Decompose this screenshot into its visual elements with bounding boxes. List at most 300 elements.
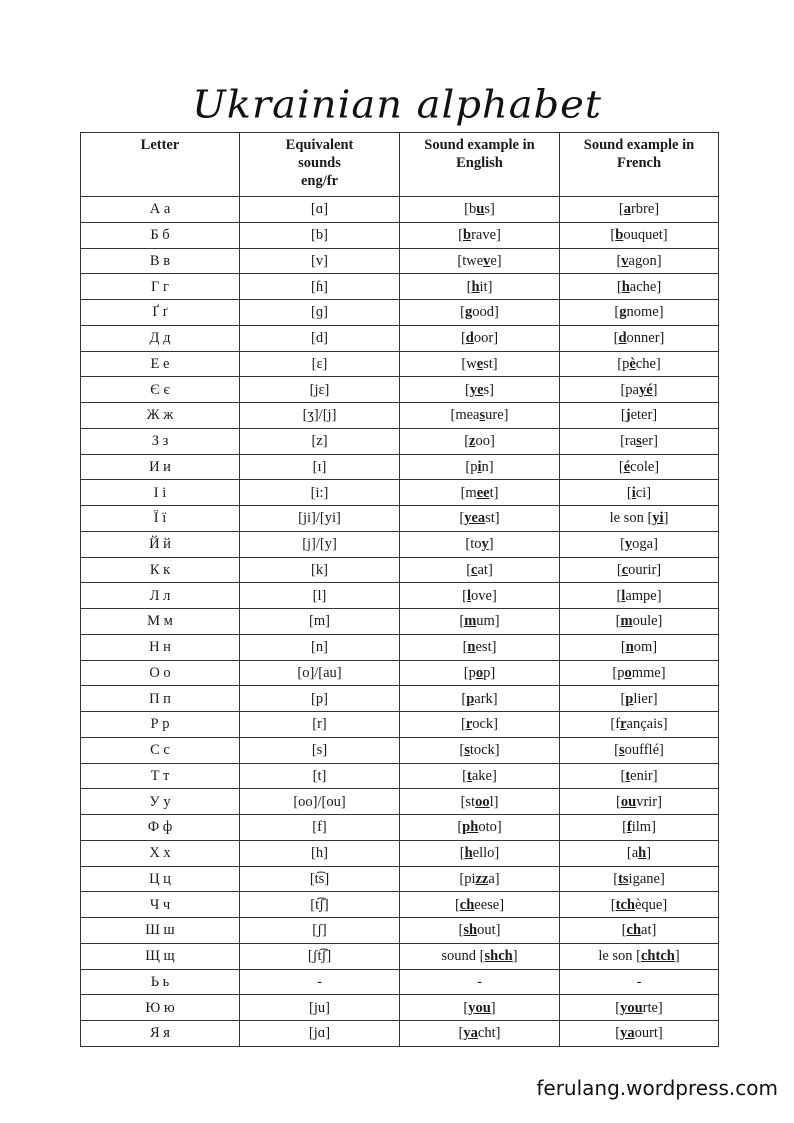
- letter-text: Ж ж: [146, 407, 174, 424]
- letter-text: Г г: [151, 278, 169, 295]
- table-row: [81, 531, 719, 557]
- example-suffix: nome]: [626, 304, 664, 321]
- example-highlight: r: [620, 716, 627, 733]
- letter-text: Д д: [149, 330, 171, 347]
- example-suffix: ançais]: [626, 716, 668, 733]
- example-prefix: [: [622, 819, 627, 836]
- ipa-text: [l]: [312, 587, 327, 604]
- ipa-text: [ʃt͡ʃ]: [307, 948, 332, 965]
- header-equivalent-label: Equivalent sounds eng/fr: [285, 137, 354, 189]
- example-suffix: l]: [489, 793, 499, 810]
- ipa-text: [t]: [312, 767, 327, 784]
- example-highlight: s: [618, 742, 625, 759]
- table-row: [81, 377, 719, 403]
- example-highlight: s: [479, 407, 486, 424]
- example-suffix: agon]: [628, 252, 662, 269]
- french-example-cell: [560, 892, 719, 918]
- example-highlight: tch: [615, 896, 635, 913]
- example-highlight: h: [464, 845, 473, 862]
- example-suffix: ]: [652, 381, 658, 398]
- example-highlight: e: [476, 355, 484, 372]
- example-suffix: ouquet]: [623, 227, 668, 244]
- example-suffix: um]: [476, 613, 500, 630]
- table-row: [81, 325, 719, 351]
- ipa-cell: [240, 995, 400, 1021]
- letter-text: Н н: [149, 639, 171, 656]
- ipa-text: [d]: [311, 330, 328, 347]
- example-highlight: é: [623, 458, 631, 475]
- english-example-cell: [400, 351, 560, 377]
- french-example-cell: [560, 300, 719, 326]
- french-example-cell: [560, 197, 719, 223]
- french-example-cell: [560, 609, 719, 635]
- example-highlight: t: [467, 767, 472, 784]
- example-highlight: i: [631, 484, 636, 501]
- table-row: [81, 197, 719, 223]
- example-highlight: b: [462, 227, 472, 244]
- example-suffix: oo]: [475, 433, 495, 450]
- example-prefix: -: [636, 973, 642, 990]
- french-example-cell: [560, 840, 719, 866]
- letter-text: Ї ї: [153, 510, 167, 527]
- example-prefix: [: [464, 433, 470, 450]
- english-example-cell: [400, 840, 560, 866]
- example-suffix: out]: [477, 922, 501, 939]
- english-example-cell: [400, 763, 560, 789]
- letter-text: Ф ф: [147, 819, 173, 836]
- source-footer: ferulang.wordpress.com: [536, 1076, 778, 1100]
- example-prefix: [: [615, 999, 621, 1016]
- example-suffix: igane]: [628, 870, 665, 887]
- example-highlight: ts: [618, 870, 629, 887]
- example-highlight: yé: [638, 381, 653, 398]
- letter-cell: [81, 892, 240, 918]
- example-highlight: c: [471, 561, 478, 578]
- letter-text: М м: [147, 613, 173, 630]
- example-prefix: [: [466, 561, 472, 578]
- page-title: Ukrainian alphabet: [192, 83, 602, 127]
- header-french-label: Sound example in French: [583, 137, 695, 171]
- example-highlight: n: [467, 639, 476, 656]
- english-example-cell: [400, 815, 560, 841]
- example-suffix: rte]: [642, 999, 663, 1016]
- example-suffix: at]: [477, 561, 493, 578]
- example-prefix: [: [462, 639, 468, 656]
- letter-text: О о: [149, 664, 171, 681]
- ipa-cell: [240, 660, 400, 686]
- french-example-cell: [560, 1021, 719, 1047]
- example-prefix: [p: [612, 664, 625, 681]
- ipa-cell: [240, 1021, 400, 1047]
- example-highlight: d: [618, 330, 627, 347]
- table-row: [81, 428, 719, 454]
- ipa-text: [m]: [309, 613, 330, 630]
- example-prefix: [: [458, 227, 463, 244]
- english-example-cell: [400, 866, 560, 892]
- letter-cell: [81, 454, 240, 480]
- french-example-cell: [560, 454, 719, 480]
- ipa-cell: [240, 377, 400, 403]
- french-example-cell: [560, 634, 719, 660]
- example-prefix: [: [459, 510, 465, 527]
- letter-text: Ш ш: [145, 922, 175, 939]
- ipa-cell: [240, 531, 400, 557]
- example-highlight: a: [623, 201, 631, 218]
- ipa-cell: [240, 789, 400, 815]
- example-prefix: [: [616, 278, 622, 295]
- letter-cell: [81, 506, 240, 532]
- example-prefix: [p: [463, 664, 476, 681]
- example-suffix: a]: [488, 870, 500, 887]
- french-example-cell: [560, 866, 719, 892]
- french-example-cell: [560, 274, 719, 300]
- example-highlight: è: [629, 355, 636, 372]
- example-suffix: ]: [674, 948, 680, 965]
- example-suffix: e]: [490, 252, 502, 269]
- example-highlight: y: [624, 536, 633, 553]
- ipa-cell: [240, 866, 400, 892]
- english-example-cell: [400, 274, 560, 300]
- example-suffix: oufflé]: [624, 742, 664, 759]
- table-row: [81, 351, 719, 377]
- english-example-cell: [400, 531, 560, 557]
- alphabet-table: [80, 132, 719, 1047]
- table-row: [81, 506, 719, 532]
- ipa-cell: [240, 222, 400, 248]
- ipa-text: [t͡s]: [309, 870, 330, 887]
- example-highlight: p: [466, 690, 475, 707]
- letter-text: Е е: [150, 355, 170, 372]
- table-row: [81, 815, 719, 841]
- example-prefix: [: [616, 252, 622, 269]
- example-prefix: [: [614, 304, 620, 321]
- example-highlight: yi: [652, 510, 664, 527]
- table-row: [81, 686, 719, 712]
- table-row: [81, 609, 719, 635]
- ipa-text: [oo]/[ou]: [293, 793, 346, 810]
- letter-cell: [81, 943, 240, 969]
- french-example-cell: [560, 995, 719, 1021]
- example-suffix: enir]: [630, 767, 658, 784]
- table-row: [81, 712, 719, 738]
- letter-cell: [81, 969, 240, 995]
- ipa-text: [z]: [311, 433, 328, 450]
- example-suffix: oga]: [632, 536, 658, 553]
- french-example-cell: [560, 583, 719, 609]
- ipa-cell: [240, 815, 400, 841]
- table-row: [81, 789, 719, 815]
- english-example-cell: [400, 609, 560, 635]
- ipa-text: [ju]: [309, 999, 330, 1016]
- ipa-cell: [240, 840, 400, 866]
- example-highlight: you: [468, 999, 491, 1016]
- example-highlight: v: [621, 252, 629, 269]
- example-suffix: ock]: [472, 716, 499, 733]
- ipa-text: [ɑ]: [310, 201, 329, 218]
- example-suffix: ]: [646, 845, 652, 862]
- example-highlight: m: [620, 613, 633, 630]
- example-prefix: [pi: [459, 870, 476, 887]
- english-example-cell: [400, 300, 560, 326]
- ipa-text: [jɑ]: [308, 1025, 331, 1042]
- ipa-cell: [240, 686, 400, 712]
- example-prefix: [: [460, 716, 466, 733]
- ipa-cell: [240, 943, 400, 969]
- example-prefix: [: [626, 484, 632, 501]
- english-example-cell: [400, 634, 560, 660]
- example-suffix: ampe]: [625, 587, 662, 604]
- example-prefix: -: [477, 973, 482, 990]
- ipa-cell: [240, 892, 400, 918]
- ipa-text: [h]: [311, 845, 328, 862]
- ipa-text: [ji]/[yi]: [298, 510, 341, 527]
- english-example-cell: [400, 1021, 560, 1047]
- example-suffix: ache]: [629, 278, 662, 295]
- ipa-text: -: [317, 973, 322, 990]
- ipa-cell: [240, 763, 400, 789]
- ipa-text: [s]: [311, 742, 328, 759]
- letter-cell: [81, 428, 240, 454]
- letter-cell: [81, 634, 240, 660]
- example-suffix: er]: [641, 433, 658, 450]
- table-row: [81, 248, 719, 274]
- english-example-cell: [400, 325, 560, 351]
- example-prefix: [: [618, 201, 624, 218]
- example-prefix: [: [459, 742, 465, 759]
- example-prefix: [mea: [450, 407, 480, 424]
- ipa-text: [ʃ]: [312, 922, 327, 939]
- french-example-cell: [560, 815, 719, 841]
- letter-text: Л л: [149, 587, 171, 604]
- table-row: [81, 660, 719, 686]
- ipa-cell: [240, 712, 400, 738]
- example-prefix: [pa: [620, 381, 639, 398]
- example-highlight: s: [464, 742, 470, 759]
- example-suffix: oule]: [632, 613, 663, 630]
- example-suffix: ood]: [472, 304, 499, 321]
- table-row: [81, 1021, 719, 1047]
- english-example-cell: [400, 918, 560, 944]
- english-example-cell: [400, 712, 560, 738]
- french-example-cell: [560, 506, 719, 532]
- english-example-cell: [400, 197, 560, 223]
- example-suffix: ourt]: [634, 1025, 663, 1042]
- example-suffix: onner]: [626, 330, 665, 347]
- letter-cell: [81, 480, 240, 506]
- letter-cell: [81, 995, 240, 1021]
- letter-cell: [81, 222, 240, 248]
- ipa-text: [k]: [311, 561, 328, 578]
- french-example-cell: [560, 557, 719, 583]
- ipa-text: [r]: [312, 716, 327, 733]
- ipa-text: [t͡ʃ]: [310, 896, 329, 913]
- example-suffix: t]: [489, 484, 499, 501]
- ipa-cell: [240, 454, 400, 480]
- ipa-cell: [240, 403, 400, 429]
- example-prefix: [: [462, 767, 468, 784]
- ipa-cell: [240, 557, 400, 583]
- table-row: [81, 634, 719, 660]
- example-suffix: n]: [481, 458, 494, 475]
- table-row: [81, 840, 719, 866]
- letter-text: С с: [150, 742, 170, 759]
- example-suffix: ]: [488, 536, 494, 553]
- letter-cell: [81, 325, 240, 351]
- header-row: [81, 133, 719, 197]
- letter-text: З з: [151, 433, 169, 450]
- letter-cell: [81, 351, 240, 377]
- french-example-cell: [560, 763, 719, 789]
- example-highlight: m: [464, 613, 477, 630]
- example-suffix: rave]: [471, 227, 501, 244]
- example-prefix: [: [464, 381, 470, 398]
- letter-text: Б б: [150, 227, 170, 244]
- header-equivalent: [240, 133, 400, 197]
- french-example-cell: [560, 325, 719, 351]
- example-suffix: cht]: [477, 1025, 501, 1042]
- example-highlight: c: [621, 561, 629, 578]
- header-letter-label: Letter: [140, 137, 180, 153]
- example-prefix: [m: [460, 484, 477, 501]
- letter-text: К к: [149, 561, 171, 578]
- example-suffix: it]: [479, 278, 493, 295]
- example-highlight: ph: [462, 819, 479, 836]
- example-prefix: [p: [465, 458, 478, 475]
- header-letter: [81, 133, 240, 197]
- ipa-cell: [240, 737, 400, 763]
- ipa-text: [ɛ]: [311, 355, 328, 372]
- ipa-cell: [240, 197, 400, 223]
- letter-cell: [81, 557, 240, 583]
- letter-cell: [81, 300, 240, 326]
- letter-cell: [81, 1021, 240, 1047]
- ipa-cell: [240, 480, 400, 506]
- french-example-cell: [560, 248, 719, 274]
- example-highlight: v: [483, 252, 491, 269]
- french-example-cell: [560, 403, 719, 429]
- english-example-cell: [400, 248, 560, 274]
- example-highlight: p: [625, 690, 634, 707]
- letter-text: У у: [149, 793, 171, 810]
- ipa-text: [o]/[au]: [297, 664, 342, 681]
- example-highlight: yea: [464, 510, 486, 527]
- letter-text: Р р: [150, 716, 170, 733]
- example-highlight: chtch: [641, 948, 675, 965]
- english-example-cell: [400, 403, 560, 429]
- example-prefix: [: [615, 613, 621, 630]
- french-example-cell: [560, 351, 719, 377]
- example-suffix: ove]: [471, 587, 497, 604]
- example-suffix: tock]: [469, 742, 500, 759]
- english-example-cell: [400, 686, 560, 712]
- example-prefix: [: [620, 767, 626, 784]
- english-example-cell: [400, 428, 560, 454]
- letter-cell: [81, 377, 240, 403]
- french-example-cell: [560, 222, 719, 248]
- french-example-cell: [560, 943, 719, 969]
- example-prefix: [: [620, 690, 626, 707]
- table-row: [81, 583, 719, 609]
- french-example-cell: [560, 428, 719, 454]
- example-highlight: y: [481, 536, 489, 553]
- example-highlight: oo: [475, 793, 490, 810]
- example-suffix: est]: [475, 639, 497, 656]
- ipa-cell: [240, 609, 400, 635]
- letter-text: Ґ ґ: [152, 304, 168, 321]
- example-prefix: [: [614, 742, 619, 759]
- ipa-text: [n]: [311, 639, 328, 656]
- english-example-cell: [400, 506, 560, 532]
- example-highlight: zz: [475, 870, 489, 887]
- letter-cell: [81, 789, 240, 815]
- example-highlight: j: [625, 407, 631, 424]
- example-suffix: rbre]: [630, 201, 660, 218]
- example-highlight: o: [475, 664, 484, 681]
- example-suffix: eter]: [630, 407, 658, 424]
- table-row: [81, 274, 719, 300]
- letter-cell: [81, 660, 240, 686]
- example-prefix: [f: [610, 716, 621, 733]
- letter-cell: [81, 840, 240, 866]
- example-prefix: [: [457, 819, 463, 836]
- letter-cell: [81, 815, 240, 841]
- letter-cell: [81, 403, 240, 429]
- ipa-cell: [240, 634, 400, 660]
- ipa-text: [f]: [312, 819, 327, 836]
- example-suffix: lier]: [633, 690, 658, 707]
- ipa-text: [p]: [311, 690, 328, 707]
- english-example-cell: [400, 660, 560, 686]
- english-example-cell: [400, 583, 560, 609]
- example-highlight: i: [477, 458, 482, 475]
- example-suffix: ure]: [485, 407, 509, 424]
- letter-cell: [81, 531, 240, 557]
- example-suffix: ]: [512, 948, 518, 965]
- example-highlight: h: [621, 278, 630, 295]
- french-example-cell: [560, 686, 719, 712]
- example-prefix: [: [616, 561, 622, 578]
- french-example-cell: [560, 377, 719, 403]
- example-prefix: [st: [460, 793, 476, 810]
- english-example-cell: [400, 737, 560, 763]
- example-prefix: [a: [626, 845, 639, 862]
- example-prefix: [: [466, 278, 472, 295]
- letter-text: И и: [149, 458, 171, 475]
- example-suffix: at]: [641, 922, 657, 939]
- letter-text: В в: [149, 252, 171, 269]
- table-row: [81, 403, 719, 429]
- ipa-text: [j]/[y]: [302, 536, 337, 553]
- english-example-cell: [400, 789, 560, 815]
- example-suffix: cole]: [630, 458, 660, 475]
- letter-cell: [81, 609, 240, 635]
- letter-cell: [81, 686, 240, 712]
- ipa-cell: [240, 918, 400, 944]
- example-prefix: [: [615, 1025, 621, 1042]
- letter-text: Х х: [149, 845, 171, 862]
- example-highlight: d: [465, 330, 474, 347]
- table-header: [81, 133, 719, 197]
- table-row: [81, 918, 719, 944]
- letter-text: Я я: [150, 1025, 170, 1042]
- example-prefix: [: [618, 458, 624, 475]
- english-example-cell: [400, 969, 560, 995]
- example-highlight: s: [636, 433, 642, 450]
- example-highlight: you: [620, 999, 643, 1016]
- english-example-cell: [400, 480, 560, 506]
- header-english: [400, 133, 560, 197]
- french-example-cell: [560, 531, 719, 557]
